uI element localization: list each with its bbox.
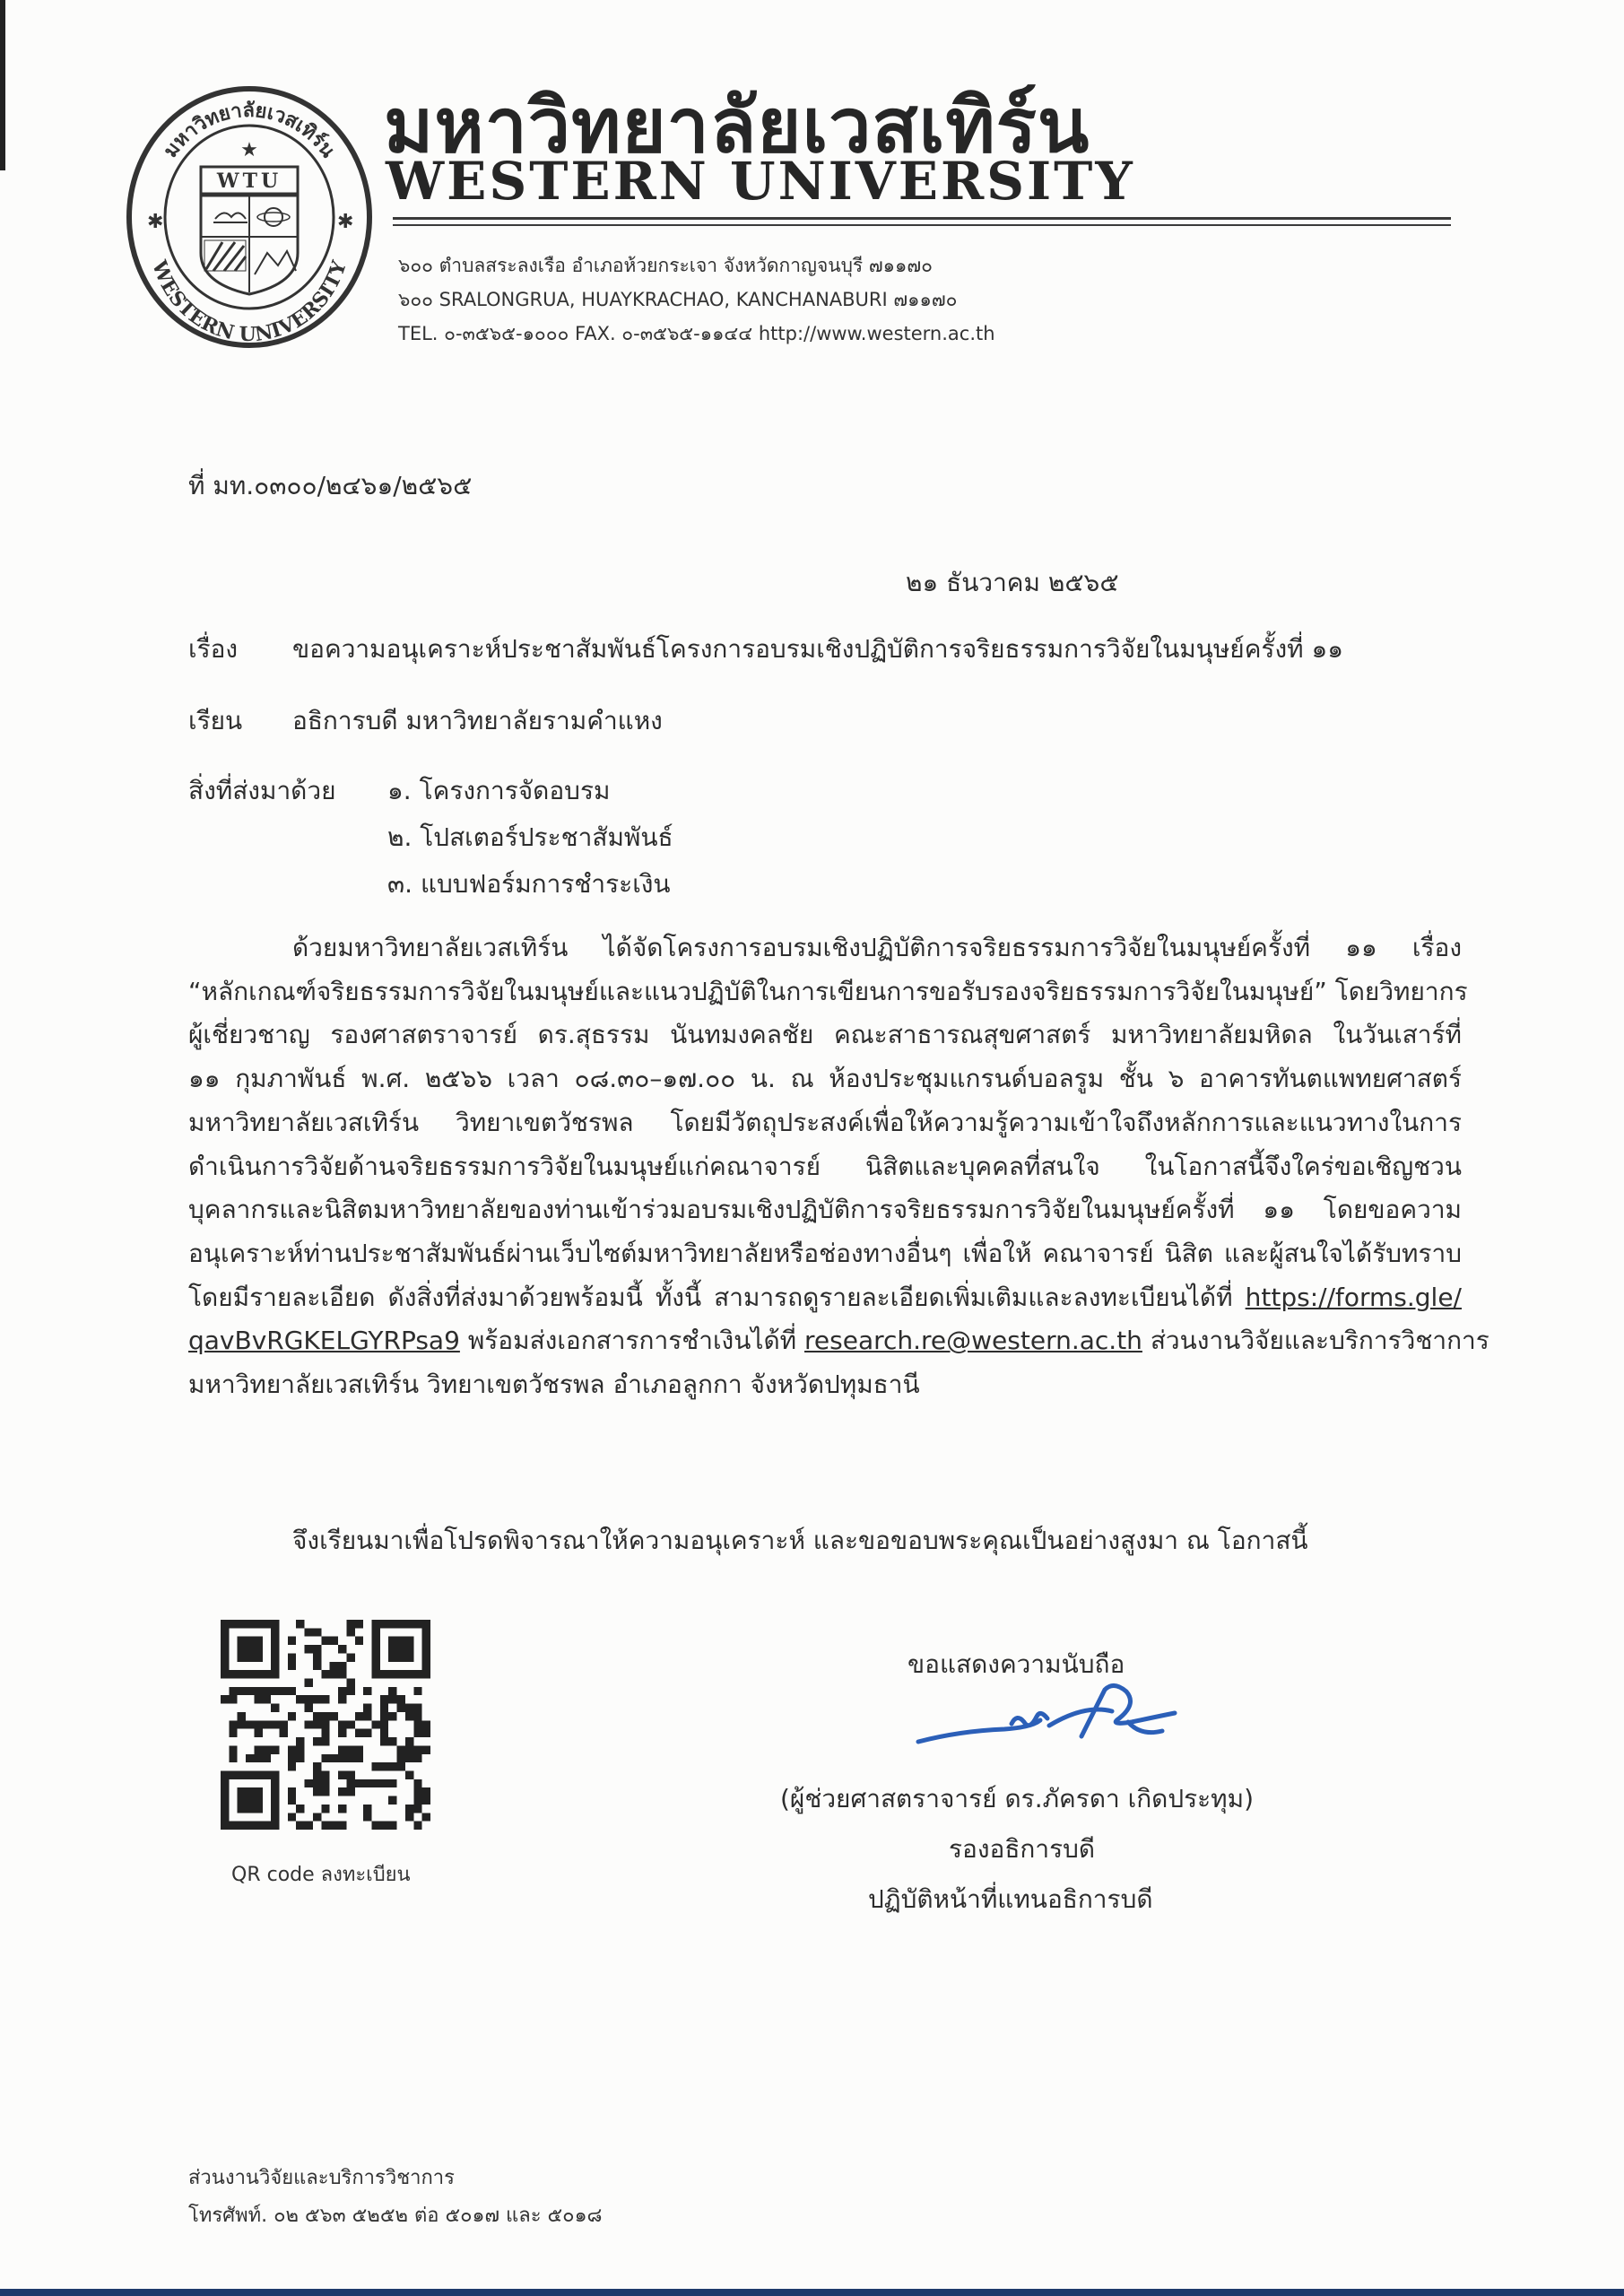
registration-qr-code[interactable] — [221, 1620, 430, 1830]
body-line-text: พร้อมส่งเอกสารการชำเงินได้ที่ — [467, 1326, 797, 1356]
body-paragraph — [188, 926, 1489, 1407]
seal-ring-text-top: มหาวิทยาลัยเวสเทิร์น — [159, 99, 340, 162]
signer-acting-position: ปฏิบัติหน้าที่แทนอธิการบดี — [868, 1884, 1153, 1914]
address-english: ๖๐๐ SRALONGRUA, HUAYKRACHAO, KANCHANABURI ๗๑๑๗๐ — [398, 289, 958, 310]
body-line-text: ส่วนงานวิจัยและบริการวิชาการ — [1150, 1326, 1489, 1356]
body-line: ผู้เชี่ยวชาญ รองศาสตราจารย์ ดร.สุธรรม นันทมงคลชัย คณะสาธารณสุขศาสตร์ มหาวิทยาลัยมหิดล ในวันเสาร์ที่ — [188, 1020, 1462, 1050]
signer-name: (ผู้ช่วยศาสตราจารย์ ดร.ภัครดา เกิดประทุม) — [780, 1784, 1255, 1813]
subject-label: เรื่อง — [188, 634, 239, 664]
letter-date: ๒๑ ธันวาคม ๒๕๖๕ — [906, 568, 1119, 597]
letterhead-rule — [393, 217, 1451, 220]
registration-link-continued[interactable]: qavBvRGKELGYRPsa9 — [188, 1326, 460, 1356]
subject-text: ขอความอนุเคราะห์ประชาสัมพันธ์โครงการอบรมเชิงปฏิบัติการจริยธรรมการวิจัยในมนุษย์ครั้งที่ ๑๑ — [292, 634, 1344, 664]
body-line: ๑๑ กุมภาพันธ์ พ.ศ. ๒๕๖๖ เวลา ๐๘.๓๐–๑๗.๐๐ น. ณ ห้องประชุมแกรนด์บอลรูม ชั้น ๖ อาคารทันตแพทยศาสตร์ — [188, 1064, 1462, 1094]
email-link[interactable]: research.re@western.ac.th — [804, 1326, 1142, 1356]
enclosures-label: สิ่งที่ส่งมาด้วย — [188, 776, 336, 805]
footer-department: ส่วนงานวิจัยและบริการวิชาการ — [188, 2167, 455, 2189]
signer-position: รองอธิการบดี — [949, 1834, 1096, 1864]
closing-sentence: จึงเรียนมาเพื่อโปรดพิจารณาให้ความอนุเคราะห์ และขอขอบพระคุณเป็นอย่างสูงมา ณ โอกาสนี้ — [292, 1526, 1308, 1555]
enclosure-item: ๓. แบบฟอร์มการชำระเงิน — [387, 869, 671, 899]
enclosure-item: ๑. โครงการจัดอบรม — [387, 776, 611, 805]
body-line: อนุเคราะห์ท่านประชาสัมพันธ์ผ่านเว็บไซต์มหาวิทยาลัยหรือช่องทางอื่นๆ เพื่อให้ คณาจารย์ นิสิต และผู้สนใจได้รับทราบ — [188, 1238, 1462, 1268]
body-line: ด้วยมหาวิทยาลัยเวสเทิร์น ได้จัดโครงการอบรมเชิงปฏิบัติการจริยธรรมการวิจัยในมนุษย์ครั้งที่ ๑๑ เรื่อง — [292, 933, 1462, 962]
footer-phone: โทรศัพท์. ๐๒ ๕๖๓ ๕๒๕๒ ต่อ ๕๐๑๗ และ ๕๐๑๘ — [188, 2205, 603, 2227]
recipient-text: อธิการบดี มหาวิทยาลัยรามคำแหง — [292, 706, 663, 735]
body-line-text: โดยมีรายละเอียด ดังสิ่งที่ส่งมาด้วยพร้อมนี้ ทั้งนี้ สามารถดูรายละเอียดเพิ่มเติมและลงทะเบียนได้ที่ — [188, 1282, 1233, 1312]
handwritten-signature — [906, 1677, 1202, 1767]
body-line: มหาวิทยาลัยเวสเทิร์น วิทยาเขตวัชรพล โดยมีวัตถุประสงค์เพื่อให้ความรู้ความเข้าใจถึงหลักการและแนวทางในการ — [188, 1107, 1462, 1137]
body-line: “หลักเกณฑ์จริยธรรมการวิจัยในมนุษย์และแนวปฏิบัติในการเขียนการขอรับรองจริยธรรมการวิจัยในมนุษย์” โดยวิทยากร — [188, 976, 1468, 1006]
enclosure-item: ๒. โปสเตอร์ประชาสัมพันธ์ — [387, 822, 673, 852]
body-line — [188, 1319, 1489, 1363]
body-line: มหาวิทยาลัยเวสเทิร์น วิทยาเขตวัชรพล อำเภอลูกกา จังหวัดปทุมธานี — [188, 1370, 920, 1400]
address-thai: ๖๐๐ ตำบลสระลงเรือ อำเภอห้วยกระเจา จังหวัดกาญจนบุรี ๗๑๑๗๐ — [398, 255, 933, 276]
scan-edge-mark — [0, 0, 5, 170]
letterhead-rule-thin — [393, 224, 1451, 226]
svg-text:✱: ✱ — [337, 211, 354, 233]
body-line: บุคลากรและนิสิตมหาวิทยาลัยของท่านเข้าร่วมอบรมเชิงปฏิบัติการจริยธรรมการวิจัยในมนุษย์ครั้งที่ ๑๑ โดยขอความ — [188, 1195, 1462, 1225]
qr-caption: QR code ลงทะเบียน — [231, 1864, 411, 1886]
seal-shield-text: WTU — [216, 170, 282, 193]
registration-link[interactable]: https://forms.gle/ — [1245, 1282, 1462, 1312]
svg-text:✱: ✱ — [147, 211, 164, 233]
university-name-thai: มหาวิทยาลัยเวสเทิร์น — [384, 82, 1090, 170]
regards-text: ขอแสดงความนับถือ — [908, 1649, 1125, 1679]
university-seal-logo — [124, 83, 375, 352]
svg-text:★: ★ — [240, 139, 258, 161]
university-name-english: WESTERN UNIVERSITY — [386, 151, 1135, 212]
seal-ring-text-bottom: WESTERN UNIVERSITY — [146, 257, 352, 347]
contact-info: TEL. ๐-๓๕๖๕-๑๐๐๐ FAX. ๐-๓๕๖๕-๑๑๔๔ http://www.western.ac.th — [398, 323, 995, 344]
reference-number: ที่ มท.๐๓๐๐/๒๔๖๑/๒๕๖๕ — [188, 471, 473, 500]
body-line: ดำเนินการวิจัยด้านจริยธรรมการวิจัยในมนุษย์แก่คณาจารย์ นิสิตและบุคคลที่สนใจ ในโอกาสนี้จึงใคร่ขอเชิญชวน — [188, 1151, 1462, 1181]
scan-bottom-edge — [0, 2289, 1624, 2296]
recipient-label: เรียน — [188, 706, 243, 735]
body-line — [188, 1276, 1462, 1320]
